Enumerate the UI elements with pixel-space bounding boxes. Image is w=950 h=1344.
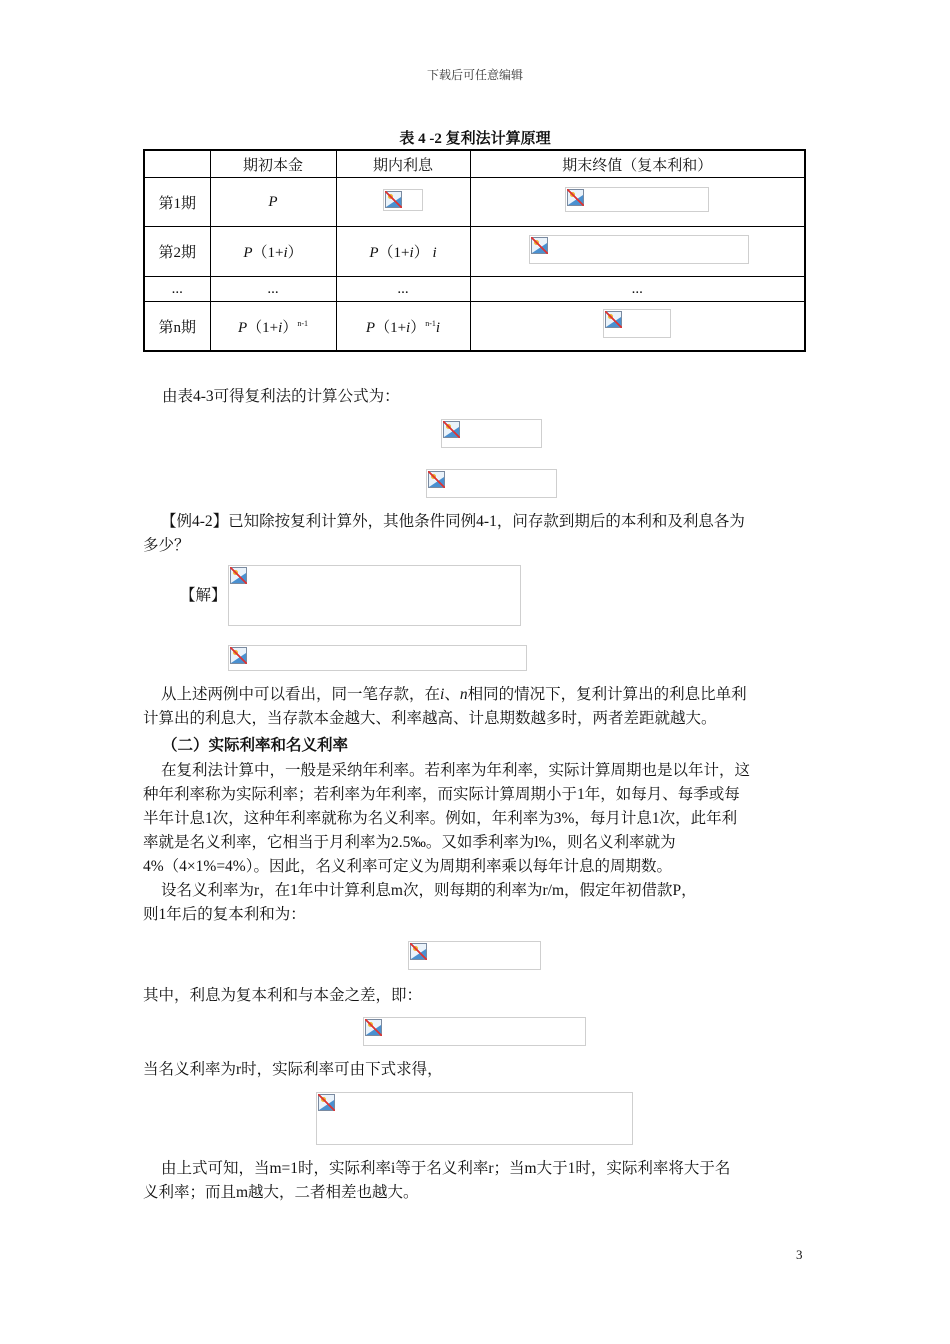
principal-cell: P（1+i）: [210, 227, 336, 277]
formula-intro: 由表4-3可得复利法的计算公式为：: [162, 388, 400, 405]
principal-cell: ...: [210, 277, 336, 302]
period-cell: ...: [144, 277, 210, 302]
final-value-cell: ...: [470, 277, 805, 302]
table-row: [144, 227, 805, 277]
formula-image: [426, 469, 557, 498]
formula-image: [316, 1092, 633, 1145]
table-row: [144, 178, 805, 227]
principal-cell: P: [210, 178, 336, 227]
interest-cell: ...: [336, 277, 470, 302]
interest-difference-text: 其中，利息为复本利和与本金之差，即：: [143, 987, 423, 1004]
table-row: [144, 277, 805, 302]
formula-image: [529, 235, 749, 264]
column-header: [144, 150, 210, 178]
table-row: [144, 302, 805, 352]
effective-rate-intro: 当名义利率为r时，实际利率可由下式求得，: [143, 1061, 443, 1078]
formula-image: [565, 187, 709, 212]
section-heading: （二）实际利率和名义利率: [162, 737, 349, 754]
table-caption: 表 4 -2 复利法计算原理: [399, 131, 551, 147]
interest-cell: $P(1+i)^{n-1}i$: [336, 302, 470, 352]
table-header-row: [144, 150, 805, 178]
page-number: 3: [796, 1247, 803, 1262]
formula-image: [228, 645, 527, 671]
interest-cell: [336, 178, 470, 227]
period-cell: 第2期: [144, 227, 210, 277]
solution-label: 【解】: [180, 587, 227, 604]
compound-interest-table: [143, 149, 806, 352]
column-header: 期末终值（复本利和）: [470, 150, 805, 178]
formula-image: [408, 941, 541, 970]
column-header: 期内利息: [336, 150, 470, 178]
period-cell: 第n期: [144, 302, 210, 352]
formula-image: [228, 565, 521, 626]
principal-cell: $P(1+i)^{n-1}$: [210, 302, 336, 352]
comparison-paragraph: 从上述两例中可以看出，同一笔存款，在i、n相同的情况下，复利计算出的利息比单利 计算出的利息大，当存款本金越大、利率越高、计息期数越多时，两者差距就越大。: [143, 686, 747, 727]
page-header: 下载后可任意编辑: [426, 68, 523, 82]
column-header: 期初本金: [210, 150, 336, 178]
formula-image: [363, 1017, 586, 1046]
formula-image: [383, 189, 423, 211]
nominal-rate-paragraph: 在复利法计算中，一般是采纳年利率。若利率为年利率，实际计算周期也是以年计，这 种年利率称为实际利率；若利率为年利率，而实际计算周期小于1年，如每月、每季或每 半年计息1次，这种年利率就称为名义利率。例如，年利率为3%，每月计息1次，此年利 率就是名义利率，它相当于月利率为2.5‰。又如季利率为l%，则名义利率就为 4%（4×1%=4%）。因此，名义利率可定义为周期利率乘以每年计息的周期数。 设名义利率为r，在1年中计算利息m次，则每期的利率为r/m，假定年初借款P， 则1年后的复本利和为：: [143, 762, 751, 923]
period-cell: 第1期: [144, 178, 210, 227]
final-value-cell: [470, 178, 805, 227]
formula-image: [603, 309, 671, 338]
conclusion-paragraph: 由上式可知，当m=1时，实际利率i等于名义利率r；当m大于1时，实际利率将大于名 义利率；而且m越大，二者相差也越大。: [143, 1160, 731, 1201]
example-paragraph: 【例4-2】已知除按复利计算外，其他条件同例4-1，问存款到期后的本利和及利息各为 多少？: [143, 513, 745, 554]
final-value-cell: [470, 302, 805, 352]
formula-image: [441, 419, 542, 448]
final-value-cell: [470, 227, 805, 277]
interest-cell: P（1+i） i: [336, 227, 470, 277]
